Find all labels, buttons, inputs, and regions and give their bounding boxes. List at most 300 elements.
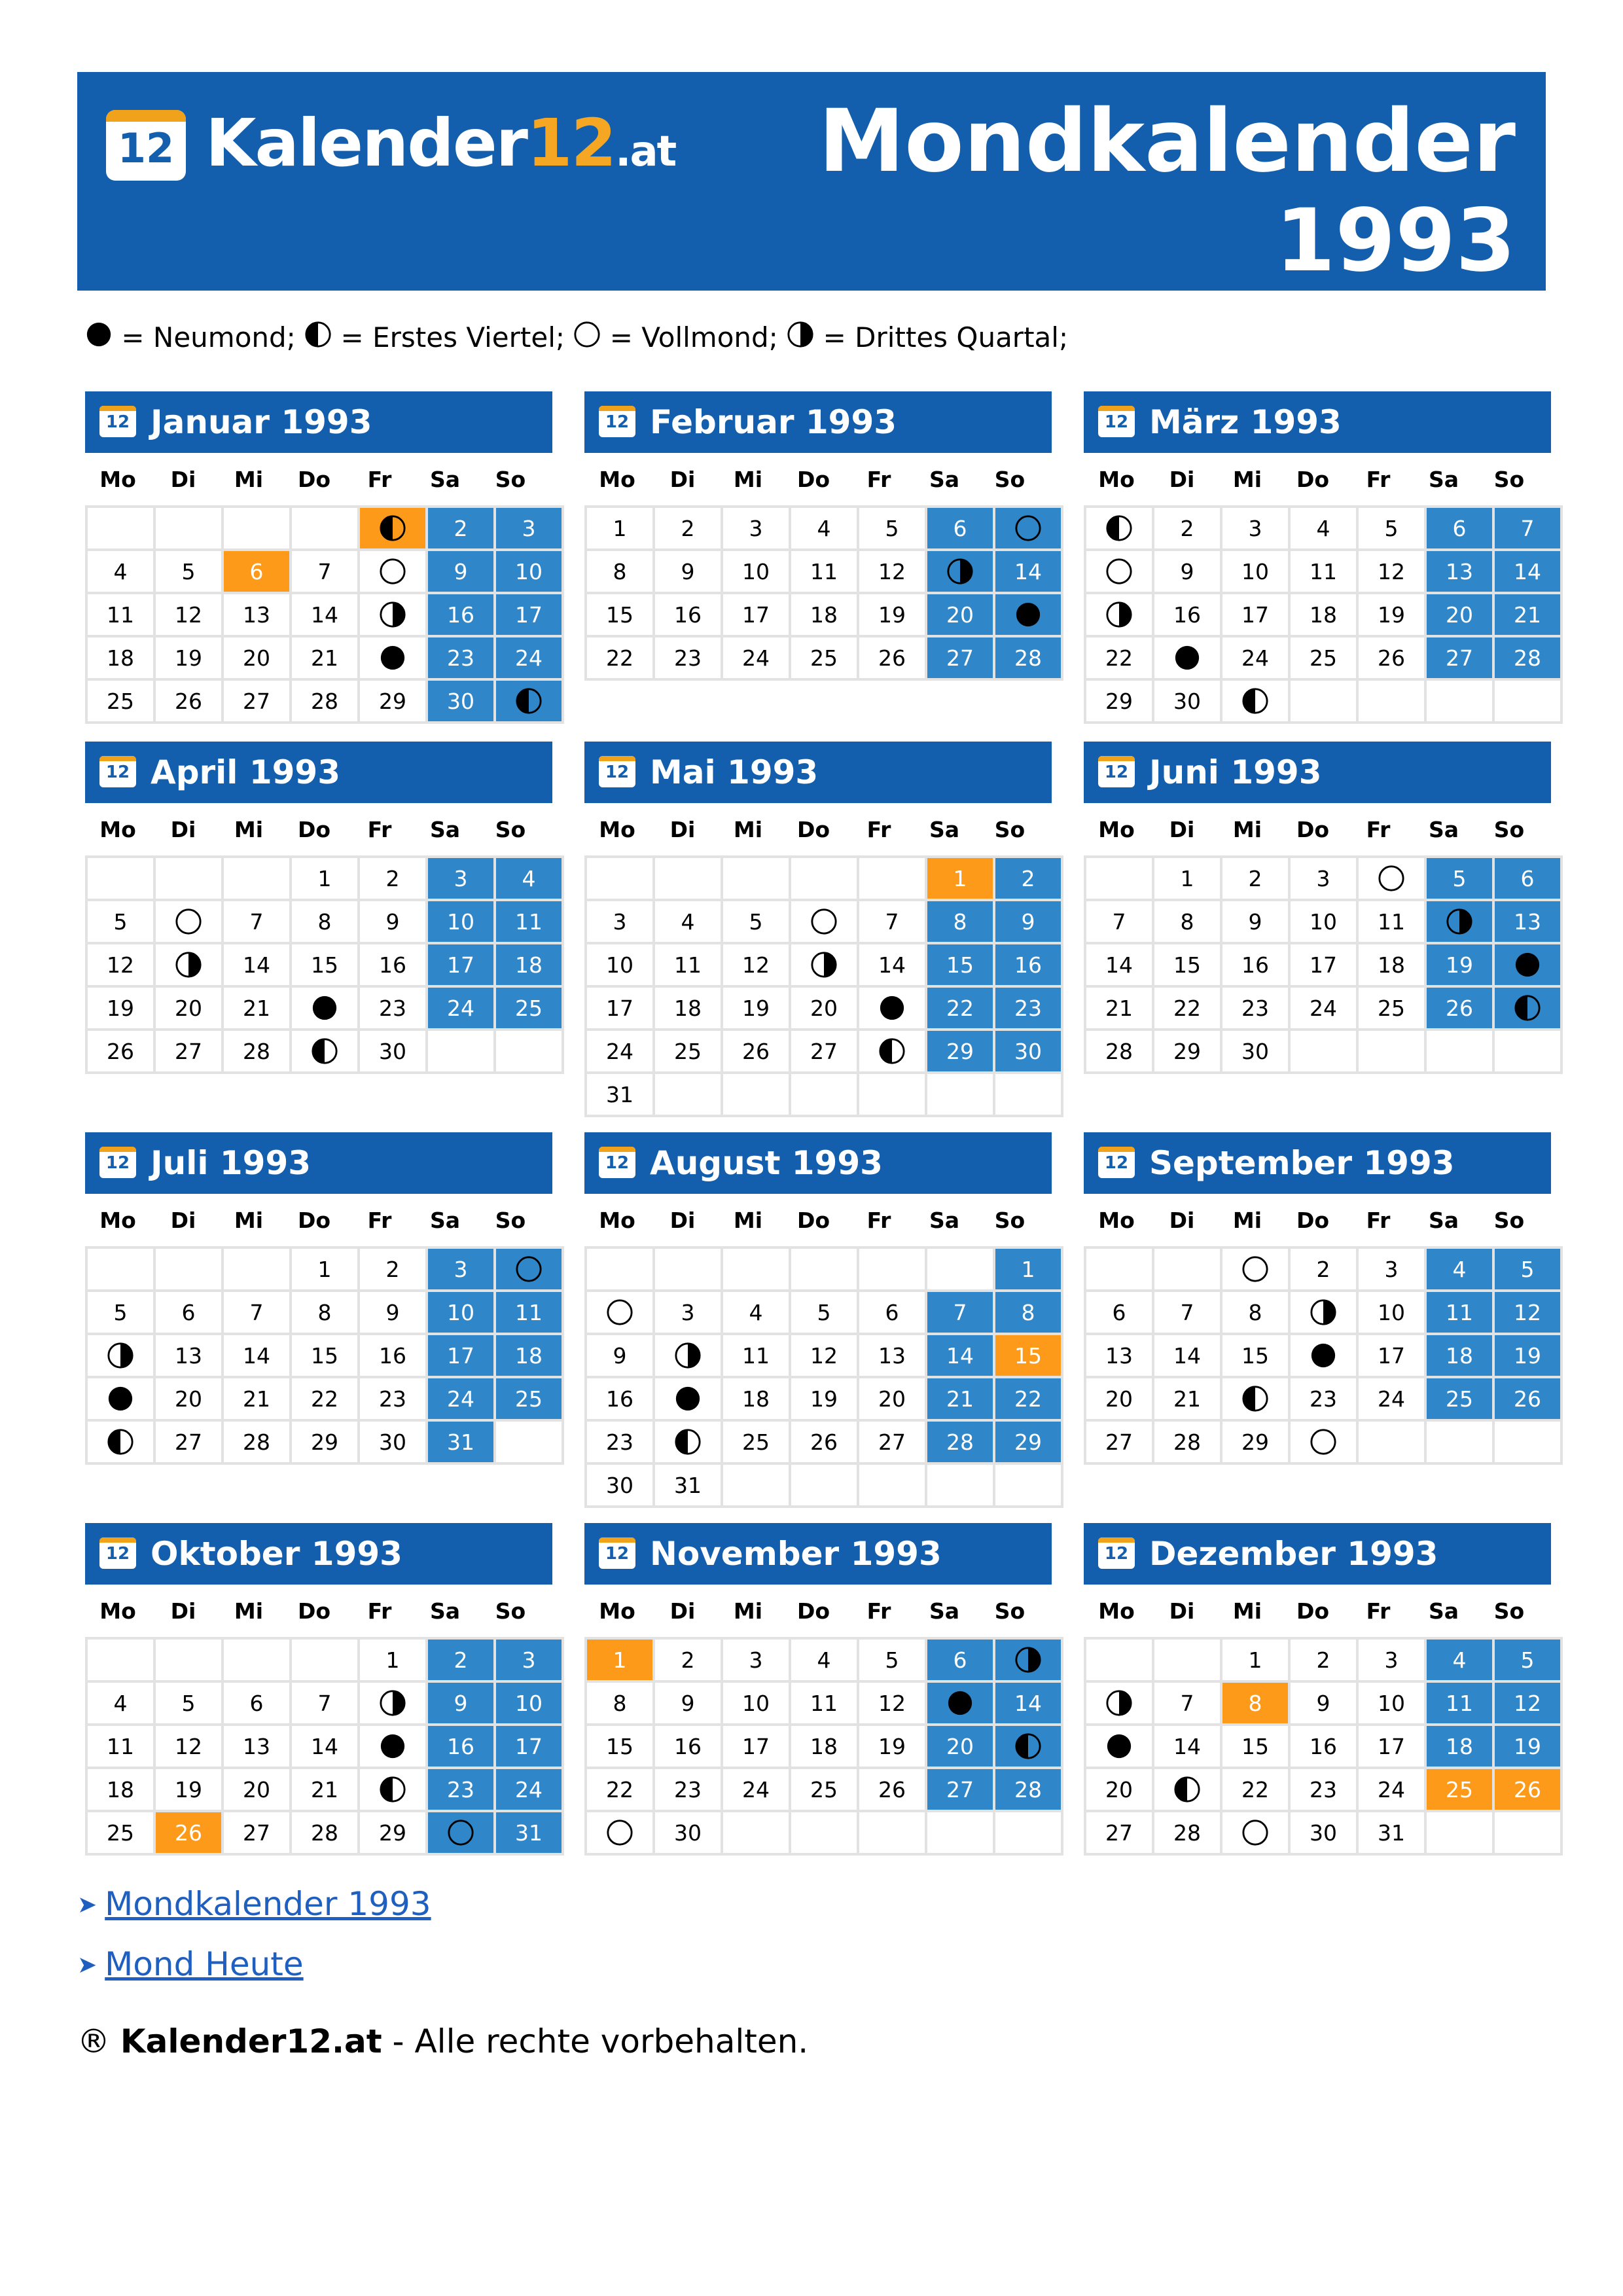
week-row [86, 1638, 563, 1681]
weekday-row [584, 1585, 1052, 1637]
day-cell: 23 [359, 1377, 427, 1420]
day-cell: 9 [586, 1334, 654, 1377]
week-row [586, 1725, 1062, 1768]
empty-cell [586, 857, 654, 900]
link-mondkalender[interactable]: Mondkalender 1993 [105, 1885, 431, 1923]
empty-cell [722, 1073, 790, 1116]
day-cell: 11 [86, 593, 154, 636]
month-header [584, 742, 1052, 803]
last-quarter-icon [1105, 601, 1133, 626]
weekday-row [1084, 453, 1551, 505]
day-cell: 11 [86, 1725, 154, 1768]
day-cell [427, 1811, 495, 1854]
day-cell: 30 [586, 1463, 654, 1507]
week-row [586, 636, 1062, 679]
day-cell: 1 [291, 857, 359, 900]
month-title: April 1993 [151, 753, 340, 791]
day-cell: 17 [586, 986, 654, 1030]
day-cell: 25 [790, 1768, 858, 1811]
day-cell: 16 [654, 1725, 722, 1768]
empty-cell [722, 1247, 790, 1291]
calendar-icon [99, 1147, 136, 1178]
day-cell: 5 [154, 550, 223, 593]
day-cell: 10 [1357, 1291, 1425, 1334]
day-cell: 7 [926, 1291, 994, 1334]
weekday-label: Fr [866, 816, 891, 842]
week-row [1085, 507, 1561, 550]
week-row [1085, 1420, 1561, 1463]
day-cell: 5 [1493, 1247, 1561, 1291]
day-cell: 27 [926, 1768, 994, 1811]
day-cell: 10 [427, 900, 495, 943]
link-mond-heute[interactable]: Mond Heute [105, 1945, 304, 1983]
day-cell [86, 1334, 154, 1377]
day-cell: 17 [722, 593, 790, 636]
new-moon-icon [1014, 601, 1042, 626]
day-cell [359, 507, 427, 550]
weekday-label: Sa [429, 466, 461, 492]
weekday-label: Do [1296, 816, 1330, 842]
calendar-icon-number: 12 [105, 412, 130, 432]
month-title: Februar 1993 [650, 403, 897, 441]
month-title: Dezember 1993 [1149, 1535, 1438, 1573]
day-cell: 24 [586, 1030, 654, 1073]
day-cell [1085, 550, 1153, 593]
day-cell: 23 [427, 1768, 495, 1811]
weekday-label: Fr [367, 466, 392, 492]
day-cell: 23 [427, 636, 495, 679]
empty-cell [427, 1030, 495, 1073]
footer [77, 2022, 808, 2060]
month-header [85, 1132, 552, 1194]
day-cell: 11 [495, 1291, 563, 1334]
weekday-label: Mo [599, 1207, 635, 1233]
weekday-label: Sa [1428, 466, 1459, 492]
day-cell: 29 [291, 1420, 359, 1463]
day-cell: 26 [722, 1030, 790, 1073]
weekday-label: So [994, 466, 1026, 492]
day-cell: 17 [722, 1725, 790, 1768]
calendar-icon [1098, 1537, 1135, 1569]
day-cell: 9 [1153, 550, 1221, 593]
day-grid [85, 505, 564, 724]
first-quarter-icon [379, 514, 406, 540]
calendar-icon-number: 12 [605, 762, 630, 782]
weekday-label: Mo [1098, 1598, 1135, 1624]
day-cell: 26 [154, 1811, 223, 1854]
empty-cell [994, 1463, 1062, 1507]
day-cell: 5 [1425, 857, 1493, 900]
last-quarter-icon [107, 1342, 134, 1367]
last-quarter-icon [379, 1689, 406, 1715]
day-cell: 4 [86, 550, 154, 593]
weekday-row [1084, 1585, 1551, 1637]
day-grid [1084, 1637, 1563, 1856]
day-cell: 21 [1085, 986, 1153, 1030]
calendar-icon [1098, 406, 1135, 437]
week-row [86, 943, 563, 986]
day-cell: 8 [1221, 1681, 1289, 1725]
day-cell: 29 [359, 679, 427, 723]
day-cell: 25 [654, 1030, 722, 1073]
day-cell: 13 [223, 593, 291, 636]
day-cell: 16 [427, 1725, 495, 1768]
day-cell [790, 943, 858, 986]
weekday-label: Mi [1232, 1207, 1262, 1233]
weekday-label: Fr [866, 1598, 891, 1624]
day-cell [926, 1681, 994, 1725]
title-line1: Mondkalender [818, 91, 1516, 192]
full-moon-icon [1378, 865, 1405, 890]
day-cell: 6 [926, 1638, 994, 1681]
day-cell: 12 [1493, 1291, 1561, 1334]
empty-cell [1493, 1811, 1561, 1854]
week-row [1085, 1030, 1561, 1073]
empty-cell [858, 1811, 926, 1854]
day-cell: 18 [654, 986, 722, 1030]
day-cell: 14 [223, 1334, 291, 1377]
weekday-label: Di [669, 816, 696, 842]
full-moon-icon [606, 1299, 633, 1324]
day-cell: 19 [86, 986, 154, 1030]
day-cell: 7 [223, 1291, 291, 1334]
weekday-label: Do [796, 816, 830, 842]
day-cell: 17 [1289, 943, 1357, 986]
day-cell [86, 1420, 154, 1463]
day-cell [359, 593, 427, 636]
day-cell [359, 1768, 427, 1811]
day-cell: 10 [1289, 900, 1357, 943]
weekday-row [1084, 803, 1551, 855]
day-cell: 17 [1221, 593, 1289, 636]
full-moon-icon [447, 1819, 474, 1844]
month-calendar [1084, 742, 1551, 1074]
weekday-label: Di [1169, 1598, 1195, 1624]
full-moon-icon [1241, 1819, 1269, 1844]
day-cell: 26 [858, 636, 926, 679]
day-cell: 5 [1357, 507, 1425, 550]
day-cell: 19 [858, 593, 926, 636]
weekday-label: Mo [99, 1598, 136, 1624]
empty-cell [1493, 1420, 1561, 1463]
day-cell: 24 [722, 1768, 790, 1811]
weekday-label: Di [669, 1207, 696, 1233]
empty-cell [1493, 1030, 1561, 1073]
new-moon-icon [1310, 1342, 1337, 1367]
day-cell [1085, 593, 1153, 636]
week-row [86, 679, 563, 723]
week-row [1085, 986, 1561, 1030]
day-cell: 12 [154, 1725, 223, 1768]
weekday-label: Mo [1098, 816, 1135, 842]
empty-cell [790, 1247, 858, 1291]
day-cell: 10 [722, 550, 790, 593]
empty-cell [654, 1247, 722, 1291]
day-cell: 24 [722, 636, 790, 679]
day-cell: 5 [154, 1681, 223, 1725]
day-cell: 20 [790, 986, 858, 1030]
day-cell [1357, 857, 1425, 900]
day-cell: 28 [1085, 1030, 1153, 1073]
day-cell: 1 [926, 857, 994, 900]
week-row [586, 1811, 1062, 1854]
day-cell: 20 [154, 1377, 223, 1420]
calendar-logo-icon [106, 110, 186, 181]
day-cell: 25 [86, 679, 154, 723]
weekday-label: So [994, 1207, 1026, 1233]
month-calendar [1084, 391, 1551, 724]
registered-symbol: ® [77, 2022, 110, 2060]
empty-cell [926, 1247, 994, 1291]
full-moon-icon [1241, 1255, 1269, 1281]
footer-text: - Alle rechte vorbehalten. [392, 2022, 809, 2060]
weekday-label: Fr [367, 1207, 392, 1233]
day-cell: 13 [1085, 1334, 1153, 1377]
day-cell: 15 [1221, 1725, 1289, 1768]
empty-cell [154, 857, 223, 900]
day-cell: 16 [1221, 943, 1289, 986]
day-cell: 22 [291, 1377, 359, 1420]
day-cell: 10 [722, 1681, 790, 1725]
weekday-label: Sa [929, 466, 960, 492]
weekday-label: Mi [733, 1207, 763, 1233]
week-row [1085, 550, 1561, 593]
new-moon-icon [85, 321, 113, 355]
calendar-icon [1098, 756, 1135, 787]
new-moon-icon [946, 1689, 974, 1715]
day-cell: 14 [1153, 1334, 1221, 1377]
week-row [86, 900, 563, 943]
day-cell: 27 [1085, 1811, 1153, 1854]
weekday-row [584, 453, 1052, 505]
day-cell: 7 [291, 550, 359, 593]
day-cell [994, 593, 1062, 636]
day-cell: 26 [790, 1420, 858, 1463]
empty-cell [1357, 1030, 1425, 1073]
month-calendar [85, 742, 552, 1074]
day-cell: 10 [1221, 550, 1289, 593]
day-cell: 28 [223, 1030, 291, 1073]
empty-cell [790, 1463, 858, 1507]
week-row [86, 1377, 563, 1420]
week-row [586, 1768, 1062, 1811]
day-cell [994, 1725, 1062, 1768]
full-moon-icon [1310, 1428, 1337, 1454]
day-cell: 20 [223, 1768, 291, 1811]
day-cell: 16 [1289, 1725, 1357, 1768]
day-grid [85, 1637, 564, 1856]
weekday-label: Sa [929, 1207, 960, 1233]
week-row [586, 943, 1062, 986]
day-cell: 27 [926, 636, 994, 679]
day-cell: 1 [1221, 1638, 1289, 1681]
day-cell: 27 [1085, 1420, 1153, 1463]
day-cell: 25 [1289, 636, 1357, 679]
new-moon-icon [379, 644, 406, 670]
empty-cell [722, 1463, 790, 1507]
day-cell: 15 [291, 1334, 359, 1377]
weekday-label: Fr [1366, 1598, 1391, 1624]
weekday-row [584, 1194, 1052, 1246]
link-item [77, 1945, 431, 2005]
day-cell: 11 [722, 1334, 790, 1377]
day-cell: 3 [427, 857, 495, 900]
weekday-row [584, 803, 1052, 855]
month-calendar [584, 1132, 1052, 1508]
day-cell: 1 [994, 1247, 1062, 1291]
day-cell: 7 [858, 900, 926, 943]
day-cell [654, 1420, 722, 1463]
day-cell: 23 [654, 636, 722, 679]
day-cell: 15 [586, 1725, 654, 1768]
day-cell: 3 [1289, 857, 1357, 900]
day-cell: 16 [586, 1377, 654, 1420]
empty-cell [722, 1811, 790, 1854]
day-cell [790, 900, 858, 943]
day-cell: 3 [722, 507, 790, 550]
day-cell: 9 [359, 1291, 427, 1334]
weekday-label: Sa [1428, 816, 1459, 842]
day-cell: 15 [994, 1334, 1062, 1377]
day-grid [1084, 855, 1563, 1074]
day-cell: 3 [1357, 1638, 1425, 1681]
month-title: November 1993 [650, 1535, 942, 1573]
day-cell: 1 [586, 507, 654, 550]
day-cell: 18 [495, 1334, 563, 1377]
week-row [586, 1030, 1062, 1073]
day-cell [586, 1291, 654, 1334]
day-cell: 10 [586, 943, 654, 986]
day-cell: 5 [86, 1291, 154, 1334]
day-cell: 26 [154, 679, 223, 723]
day-cell: 20 [858, 1377, 926, 1420]
day-cell: 5 [858, 507, 926, 550]
day-cell: 6 [1493, 857, 1561, 900]
day-cell: 21 [291, 636, 359, 679]
day-cell [994, 1638, 1062, 1681]
empty-cell [858, 1073, 926, 1116]
weekday-label: Mi [234, 1598, 264, 1624]
day-cell: 18 [1425, 1334, 1493, 1377]
page-header [77, 72, 1546, 291]
empty-cell [154, 1247, 223, 1291]
brand-name[interactable] [205, 105, 675, 181]
day-cell: 17 [1357, 1334, 1425, 1377]
day-cell: 13 [223, 1725, 291, 1768]
week-row [586, 593, 1062, 636]
weekday-label: Do [297, 1598, 331, 1624]
day-cell: 19 [154, 1768, 223, 1811]
week-row [1085, 900, 1561, 943]
day-cell: 2 [359, 857, 427, 900]
day-cell: 21 [223, 1377, 291, 1420]
day-cell: 28 [994, 636, 1062, 679]
weekday-label: Fr [367, 1598, 392, 1624]
last-quarter-icon [1105, 1689, 1133, 1715]
day-cell: 24 [1357, 1768, 1425, 1811]
day-cell: 19 [790, 1377, 858, 1420]
week-row [1085, 1291, 1561, 1334]
last-quarter-icon [946, 558, 974, 583]
weekday-label: Do [796, 466, 830, 492]
weekday-label: Sa [429, 816, 461, 842]
day-cell: 5 [790, 1291, 858, 1334]
day-cell: 13 [154, 1334, 223, 1377]
empty-cell [926, 1463, 994, 1507]
day-cell [586, 1811, 654, 1854]
day-grid [584, 1246, 1063, 1508]
empty-cell [1425, 1420, 1493, 1463]
day-cell: 2 [1289, 1247, 1357, 1291]
day-cell: 11 [790, 550, 858, 593]
day-cell: 14 [1085, 943, 1153, 986]
last-quarter-icon [379, 601, 406, 626]
empty-cell [858, 857, 926, 900]
calendar-icon-number: 12 [1104, 1153, 1129, 1173]
weekday-label: Do [1296, 466, 1330, 492]
weekday-row [85, 1585, 552, 1637]
month-calendar [584, 391, 1052, 681]
weekday-label: Mo [99, 816, 136, 842]
first-quarter-icon [379, 1776, 406, 1801]
day-cell: 12 [86, 943, 154, 986]
week-row [586, 1291, 1062, 1334]
weekday-row [85, 803, 552, 855]
day-cell: 28 [291, 679, 359, 723]
day-cell: 28 [926, 1420, 994, 1463]
brand-tld: .at [615, 128, 676, 176]
day-cell: 12 [722, 943, 790, 986]
new-moon-icon [311, 994, 338, 1020]
empty-cell [154, 1638, 223, 1681]
day-cell: 14 [858, 943, 926, 986]
day-cell: 4 [1425, 1247, 1493, 1291]
week-row [1085, 1768, 1561, 1811]
month-header [584, 1132, 1052, 1194]
day-cell: 14 [223, 943, 291, 986]
week-row [1085, 1334, 1561, 1377]
day-cell: 23 [586, 1420, 654, 1463]
day-cell [1085, 507, 1153, 550]
day-cell: 3 [586, 900, 654, 943]
first-quarter-icon [674, 1428, 702, 1454]
weekday-label: Mi [1232, 466, 1262, 492]
first-quarter-icon [304, 321, 332, 355]
day-cell: 16 [359, 943, 427, 986]
month-header [85, 742, 552, 803]
day-cell [1085, 1681, 1153, 1725]
last-quarter-icon [674, 1342, 702, 1367]
day-cell: 6 [1425, 507, 1493, 550]
day-cell: 20 [926, 593, 994, 636]
weekday-label: Di [170, 1207, 196, 1233]
day-cell: 12 [154, 593, 223, 636]
weekday-label: So [1493, 816, 1525, 842]
week-row [1085, 636, 1561, 679]
weekday-label: Do [796, 1598, 830, 1624]
weekday-label: Do [1296, 1207, 1330, 1233]
day-cell: 19 [154, 636, 223, 679]
day-cell: 30 [427, 679, 495, 723]
day-cell: 25 [1357, 986, 1425, 1030]
empty-cell [86, 507, 154, 550]
day-cell: 18 [790, 593, 858, 636]
empty-cell [1357, 1420, 1425, 1463]
week-row [86, 593, 563, 636]
empty-cell [86, 857, 154, 900]
empty-cell [495, 1030, 563, 1073]
day-cell: 19 [722, 986, 790, 1030]
